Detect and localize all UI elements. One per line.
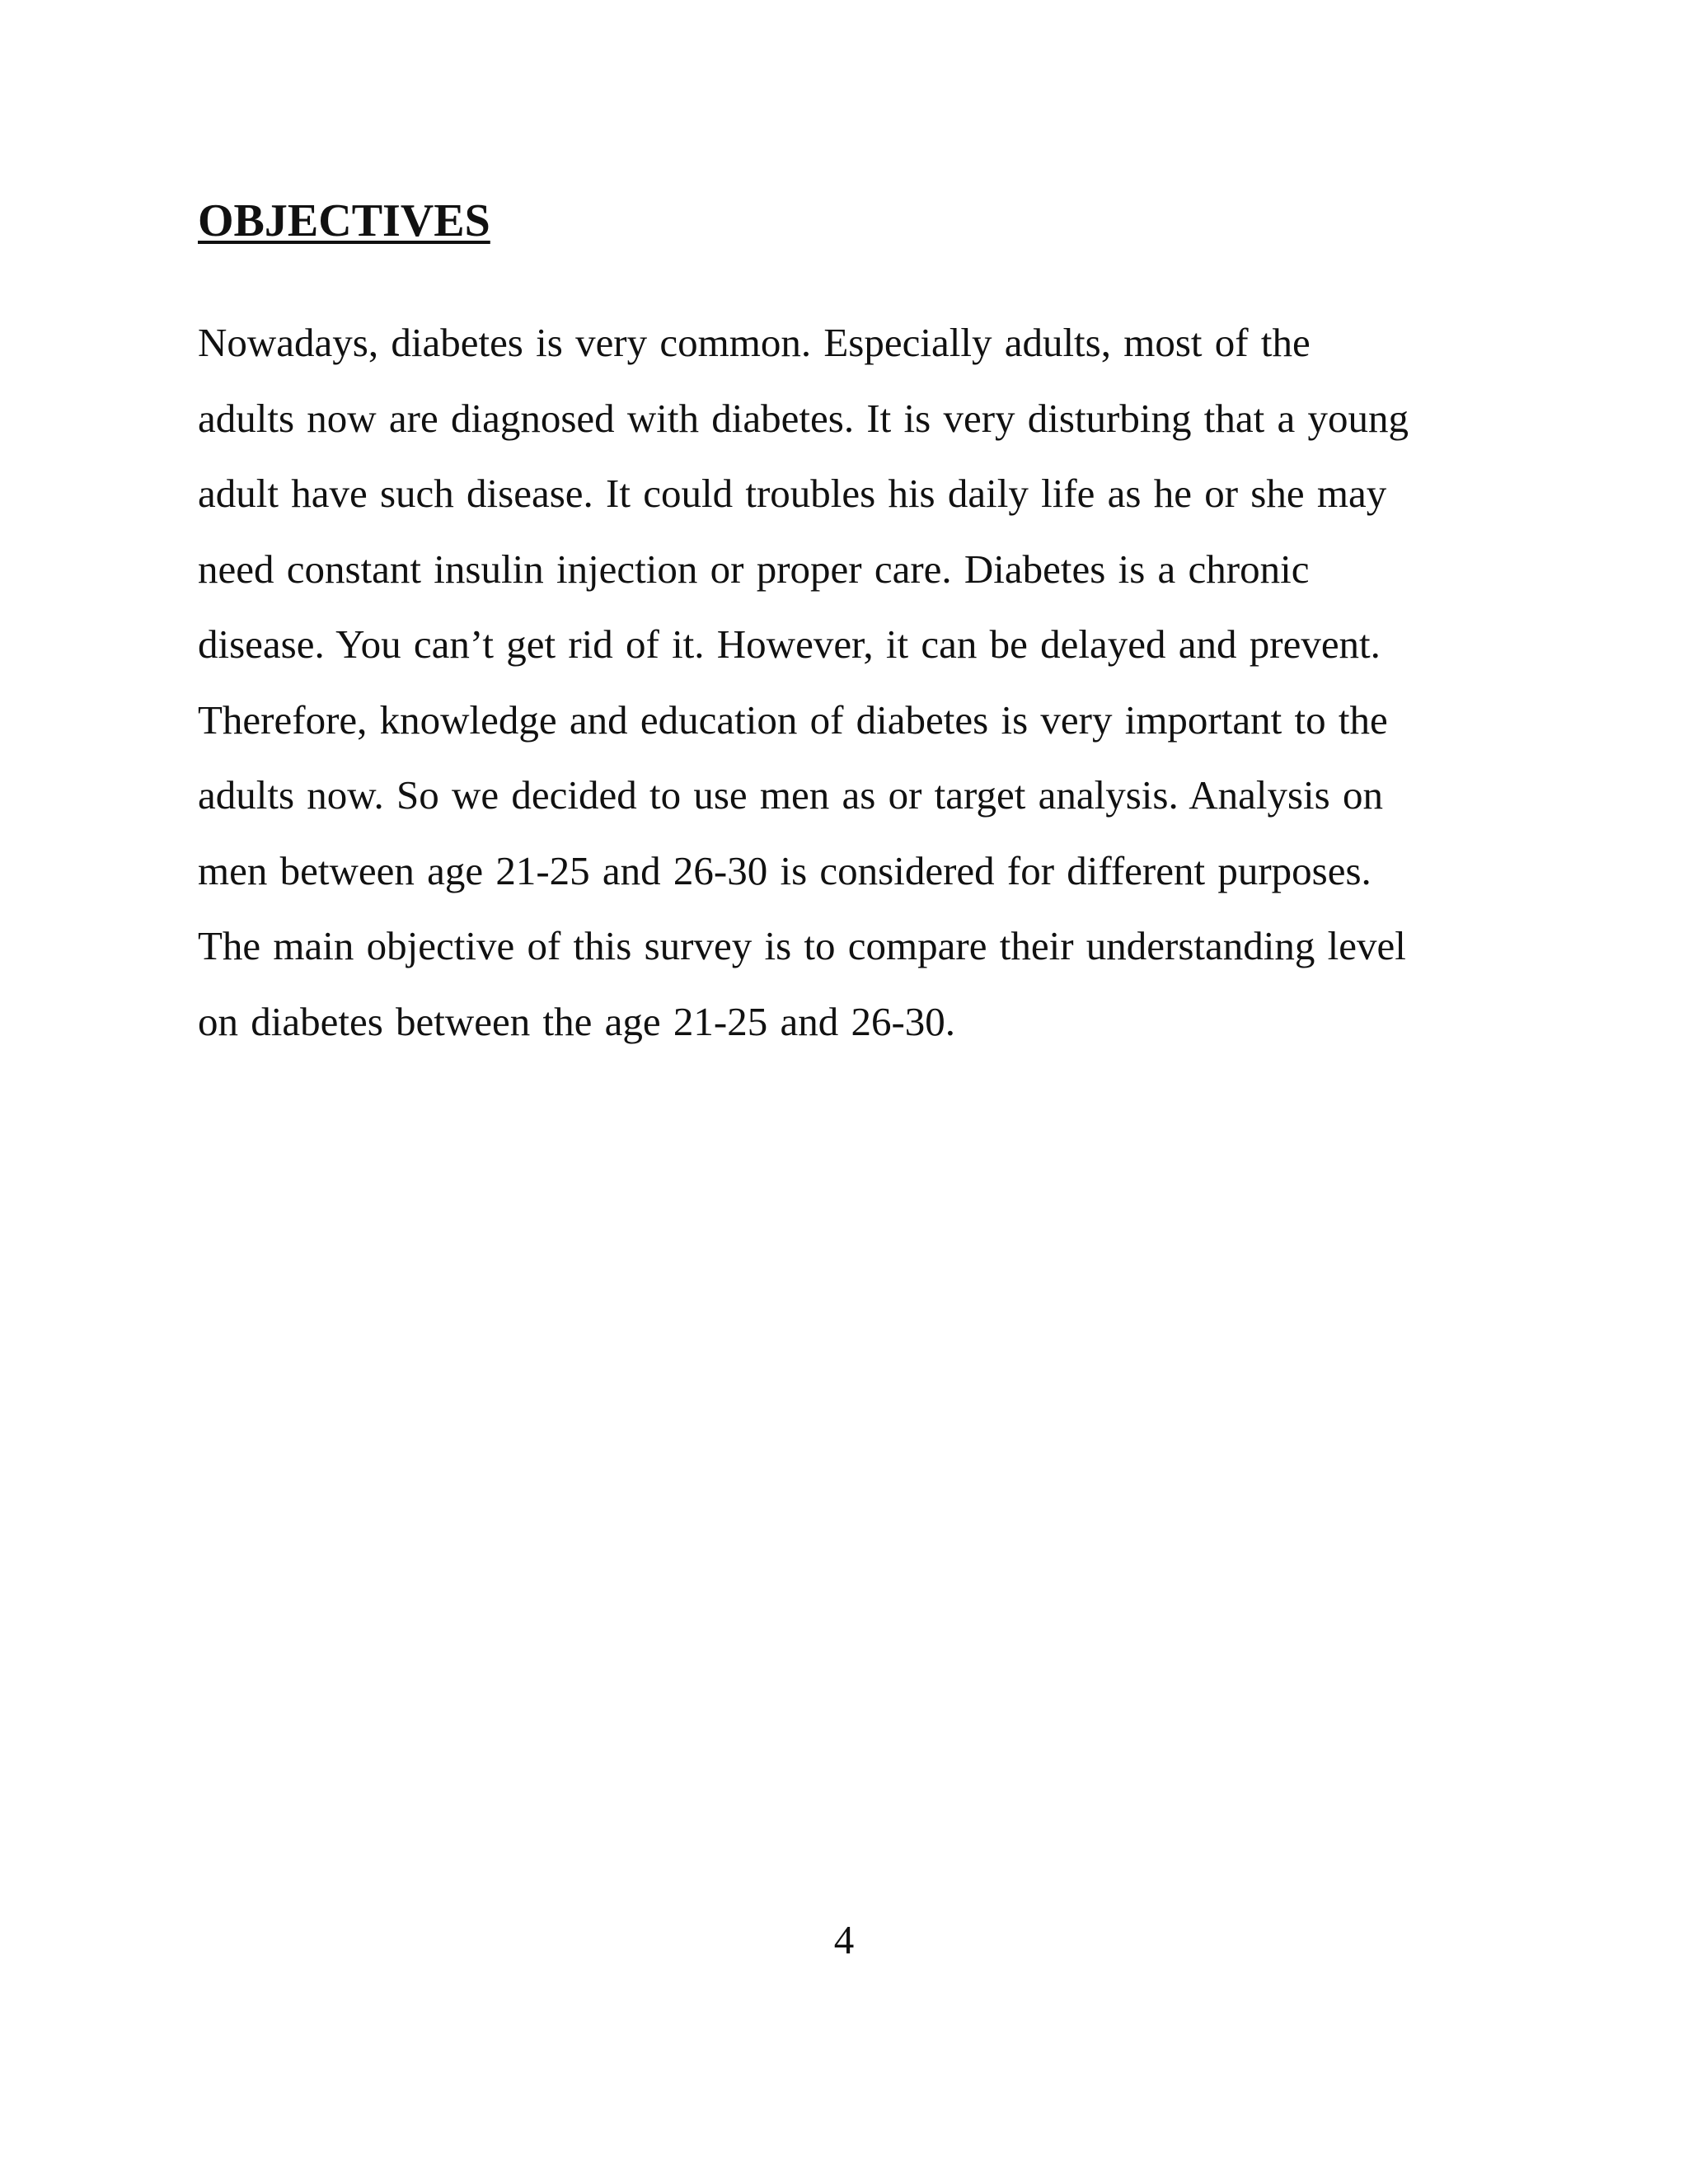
paragraph-line: on diabetes between the age 21-25 and 26-30. [198,998,956,1044]
paragraph-line: The main objective of this survey is to compare their understanding level [198,923,1406,968]
body-paragraph [198,305,1500,1059]
paragraph-line: adults now. So we decided to use men as or target analysis. Analysis on [198,772,1383,818]
paragraph-line: need constant insulin injection or proper care. Diabetes is a chronic [198,546,1310,592]
paragraph-line: men between age 21-25 and 26-30 is considered for different purposes. [198,847,1372,893]
paragraph-line: adult have such disease. It could troubles his daily life as he or she may [198,471,1387,516]
paragraph-line: disease. You can’t get rid of it. However, it can be delayed and prevent. [198,621,1381,667]
section-heading: OBJECTIVES [198,195,490,246]
paragraph-line: Therefore, knowledge and education of diabetes is very important to the [198,696,1388,743]
page-number: 4 [833,1917,855,1962]
paragraph-line: Nowadays, diabetes is very common. Especially adults, most of the [198,320,1311,365]
paragraph-line: adults now are diagnosed with diabetes. It is very disturbing that a young [198,395,1409,441]
